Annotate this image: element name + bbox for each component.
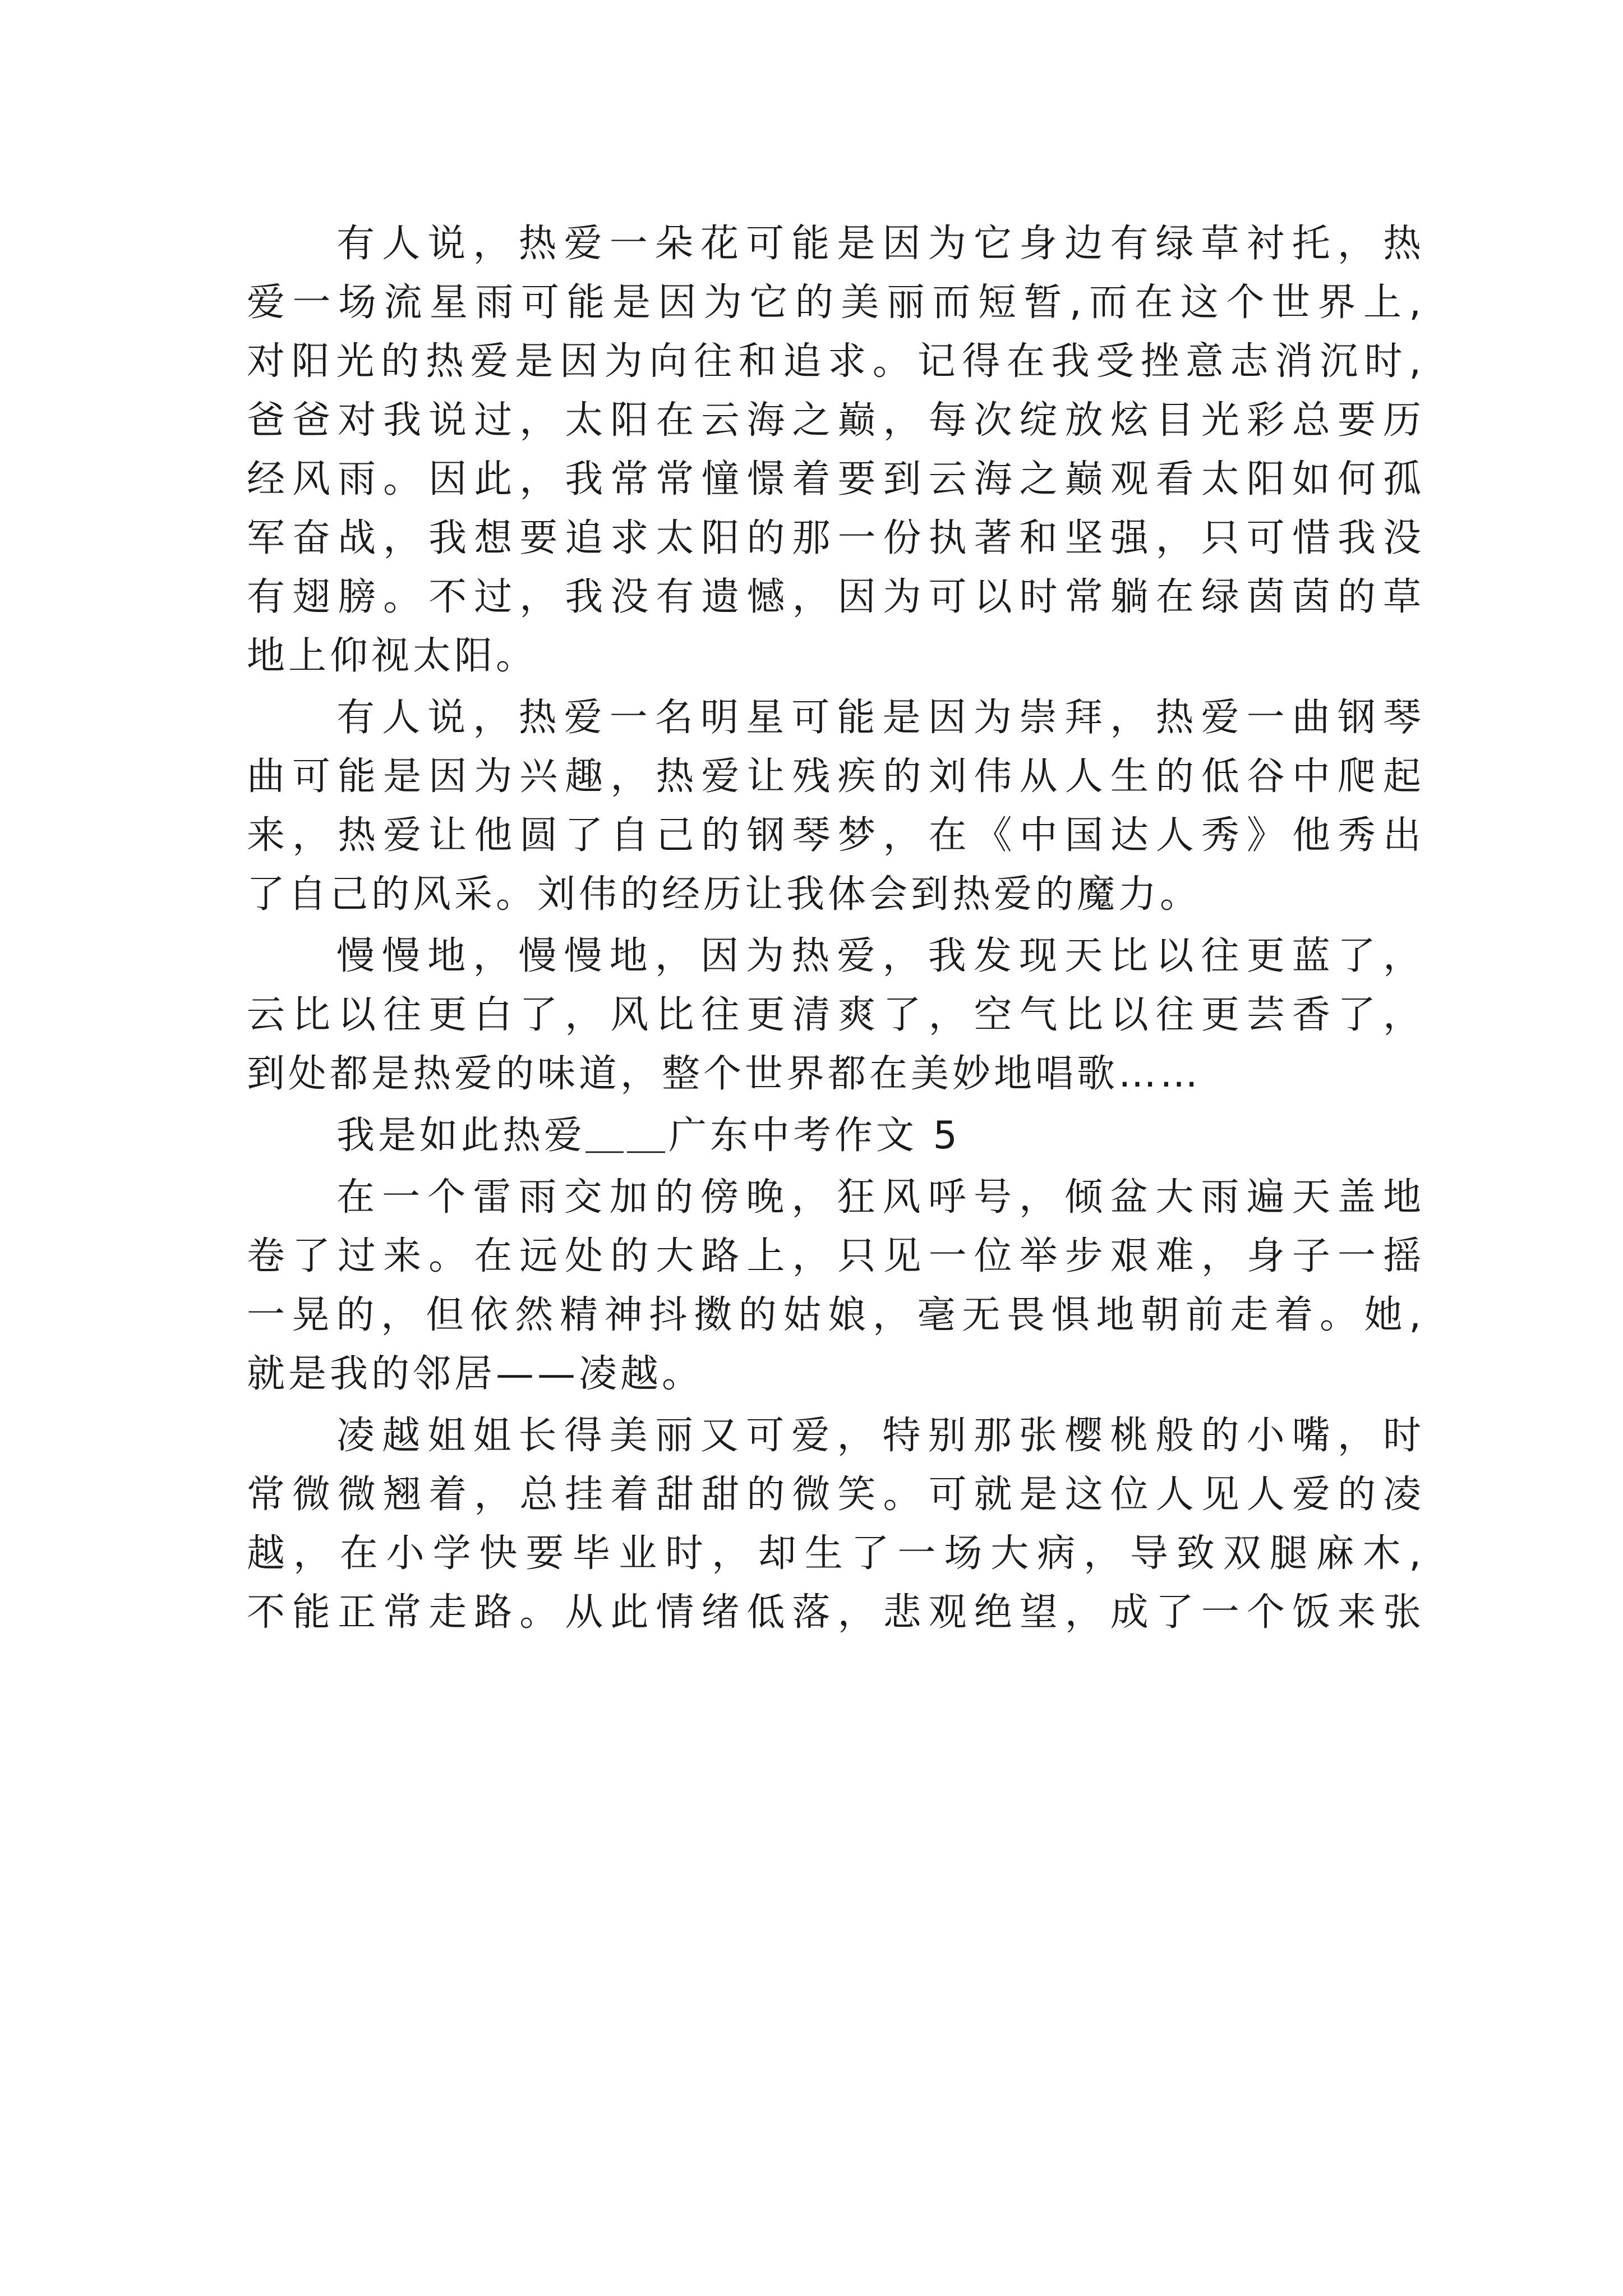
paragraph-4-line-2: 卷了过来。在远处的大路上，只见一位举步艰难，身子一摇 [247,1234,1424,1278]
paragraph-5-line-4: 不能正常走路。从此情绪低落，悲观绝望，成了一个饭来张 [247,1590,1424,1635]
paragraph-1-line-8: 地上仰视太阳。 [247,634,538,678]
paragraph-2-line-3: 来，热爱让他圆了自己的钢琴梦，在《中国达人秀》他秀出 [247,813,1424,858]
paragraph-2-line-4: 了自己的风采。刘伟的经历让我体会到热爱的魔力。 [247,872,1202,917]
paragraph-1-line-2: 爱一场流星雨可能是因为它的美丽而短暂,而在这个世界上, [247,280,1424,325]
paragraph-5-line-3: 越，在小学快要毕业时，却生了一场大病，导致双腿麻木, [247,1531,1424,1576]
paragraph-4-line-1: 在一个雷雨交加的傍晚，狂风呼号，倾盆大雨遍天盖地 [336,1175,1424,1220]
paragraph-1-line-3: 对阳光的热爱是因为向往和追求。记得在我受挫意志消沉时, [247,339,1424,384]
paragraph-1-line-7: 有翅膀。不过，我没有遗憾，因为可以时常躺在绿茵茵的草 [247,575,1424,619]
paragraph-3-line-3: 到处都是热爱的味道，整个世界都在美妙地唱歌…… [247,1052,1202,1096]
paragraph-3-line-1: 慢慢地，慢慢地，因为热爱，我发现天比以往更蓝了， [336,934,1424,978]
paragraph-1-line-4: 爸爸对我说过，太阳在云海之巅，每次绽放炫目光彩总要历 [247,398,1424,443]
paragraph-1-line-6: 军奋战，我想要追求太阳的那一份执著和坚强，只可惜我没 [247,516,1424,560]
essay-title: 我是如此热爱＿＿广东中考作文 5 [336,1114,961,1158]
paragraph-5-line-1: 凌越姐姐长得美丽又可爱，特别那张樱桃般的小嘴，时 [336,1414,1424,1458]
paragraph-4-line-4: 就是我的邻居——凌越。 [247,1352,704,1396]
paragraph-5-line-2: 常微微翘着，总挂着甜甜的微笑。可就是这位人见人爱的凌 [247,1473,1424,1517]
paragraph-2-line-1: 有人说，热爱一名明星可能是因为崇拜，热爱一曲钢琴 [336,696,1424,740]
paragraph-1-line-1: 有人说，热爱一朵花可能是因为它身边有绿草衬托，热 [336,222,1424,266]
paragraph-2-line-2: 曲可能是因为兴趣，热爱让残疾的刘伟从人生的低谷中爬起 [247,754,1424,799]
paragraph-1-line-5: 经风雨。因此，我常常憧憬着要到云海之巅观看太阳如何孤 [247,457,1424,501]
paragraph-4-line-3: 一晃的，但依然精神抖擞的姑娘，毫无畏惧地朝前走着。她, [247,1293,1424,1337]
paragraph-3-line-2: 云比以往更白了，风比往更清爽了，空气比以往更芸香了， [247,993,1424,1037]
